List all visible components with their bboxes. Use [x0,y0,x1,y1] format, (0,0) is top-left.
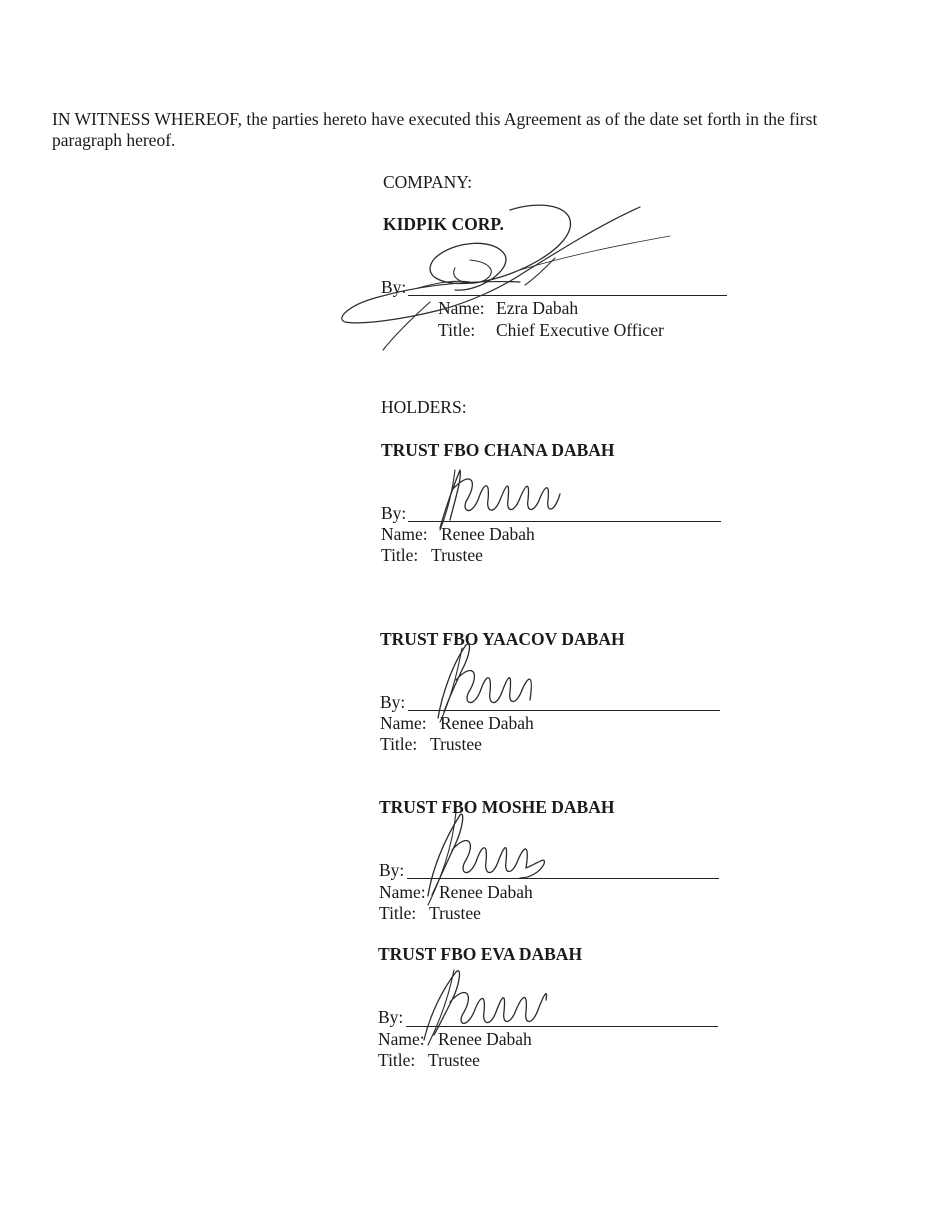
company-name-label: Name: [438,298,485,318]
holder-signature-line [408,521,721,522]
holder-name-label: Name: [380,713,427,733]
company-by-label: By: [381,277,407,297]
company-title-label: Title: [438,320,476,340]
holder-name-label: Name: [379,882,426,902]
holder-by-label: By: [381,503,407,523]
holder-name-value: Renee Dabah [438,1029,532,1049]
holder-name-label: Name: [378,1029,425,1049]
holders-section-label: HOLDERS: [381,397,467,417]
company-entity-name: KIDPIK CORP. [383,214,504,234]
holder-name-value: Renee Dabah [441,524,535,544]
holder-title-value: Trustee [431,545,483,565]
company-title-value: Chief Executive Officer [496,320,664,340]
holder-entity-name: TRUST FBO CHANA DABAH [381,440,615,460]
company-section-label: COMPANY: [383,172,473,192]
holder-entity-name: TRUST FBO MOSHE DABAH [379,797,615,817]
holder-signature-line [407,878,719,879]
holder-title-label: Title: [378,1050,416,1070]
holder-title-value: Trustee [429,903,481,923]
holder-entity-name: TRUST FBO EVA DABAH [378,944,583,964]
holder-name-label: Name: [381,524,428,544]
holder-title-label: Title: [379,903,417,923]
holder-by-label: By: [380,692,406,712]
witness-paragraph: IN WITNESS WHEREOF, the parties hereto have executed this Agreement as of the date set forth in the first paragraph hereof. [52,109,818,150]
holder-title-label: Title: [381,545,419,565]
holder-by-label: By: [379,860,405,880]
holder-signature-line [406,1026,718,1027]
holder-title-value: Trustee [428,1050,480,1070]
holder-name-value: Renee Dabah [440,713,534,733]
holder-entity-name: TRUST FBO YAACOV DABAH [380,629,625,649]
holder-by-label: By: [378,1007,404,1027]
company-signature-line [408,295,727,296]
holder-title-value: Trustee [430,734,482,754]
holder-name-value: Renee Dabah [439,882,533,902]
holder-signature-line [408,710,720,711]
holder-title-label: Title: [380,734,418,754]
company-name-value: Ezra Dabah [496,298,579,318]
